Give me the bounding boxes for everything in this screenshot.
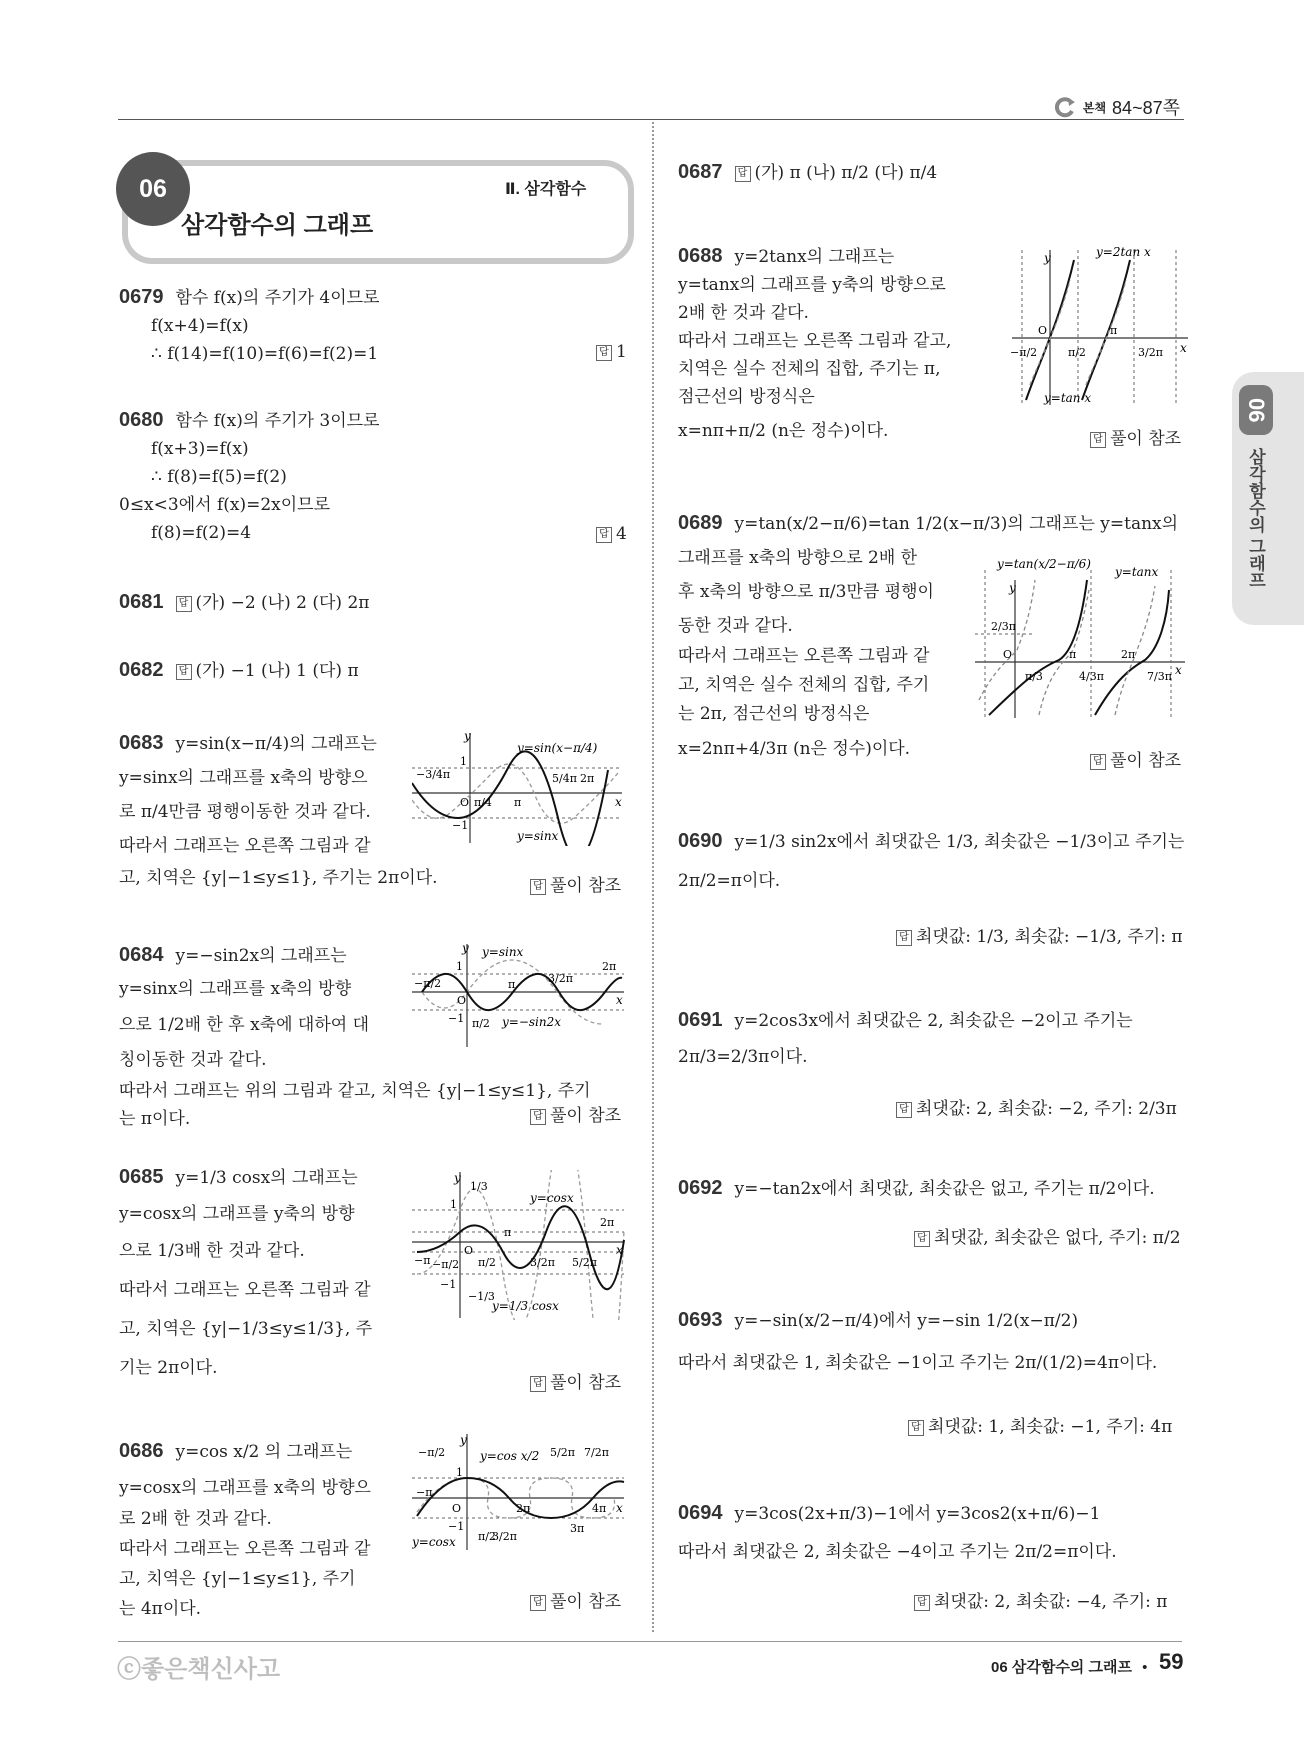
tick-label: π xyxy=(514,796,522,809)
problem-number: 0682 xyxy=(119,659,164,681)
curve xyxy=(412,751,608,846)
solution-line: 2π/3=2/3π이다. xyxy=(678,1047,808,1067)
tick-label: −1 xyxy=(448,1520,465,1533)
solution-line: 함수 f(x)의 주기가 3이므로 xyxy=(175,411,380,431)
answer-value: (가) π (나) π/2 (다) π/4 xyxy=(754,163,938,183)
solution-line: y=1/3 cosx의 그래프는 xyxy=(175,1168,358,1188)
solution-line: 따라서 그래프는 오른쪽 그림과 같 xyxy=(119,1539,371,1559)
answer-mark-icon: 답 xyxy=(596,527,612,543)
answer-mark-icon: 답 xyxy=(176,596,192,612)
tick-label: −π xyxy=(414,1254,431,1267)
answer-value: 최댓값, 최솟값은 없다, 주기: π/2 xyxy=(934,1228,1181,1248)
solution-line: x=2nπ+4/3π (n은 정수)이다. xyxy=(678,739,911,759)
solution-line: y=−sin2x의 그래프는 xyxy=(175,946,347,966)
footer-rule xyxy=(118,1641,1182,1642)
origin-label: O xyxy=(457,994,467,1007)
tick-label: 1 xyxy=(450,1198,457,1211)
problem-0683 xyxy=(119,726,438,893)
answer-mark-icon: 답 xyxy=(908,1420,924,1436)
curve xyxy=(417,1206,624,1289)
tick-label: −1/3 xyxy=(468,1290,495,1303)
tick-label: 2π xyxy=(516,1502,531,1515)
tick-label: π/2 xyxy=(478,1530,496,1543)
curve-label: y=sin(x−π/4) xyxy=(517,741,598,755)
answer-value: 1 xyxy=(616,342,627,362)
tick-label: 5/2π xyxy=(572,1256,597,1269)
answer-value: 풀이 참조 xyxy=(550,876,622,896)
solution-line: y=3cos(2x+π/3)−1에서 y=3cos2(x+π/6)−1 xyxy=(734,1504,1101,1524)
tick-label: 4/3π xyxy=(1079,670,1104,683)
tick-label: π xyxy=(508,978,516,991)
y-label: y xyxy=(454,1171,461,1185)
tick-label: 3π xyxy=(570,1522,585,1535)
problem-0682 xyxy=(119,656,359,685)
chapter-number-badge: 06 xyxy=(116,152,190,226)
x-label: x xyxy=(616,993,623,1007)
origin-label: O xyxy=(1003,648,1013,661)
solution-line: y=1/3 sin2x에서 최댓값은 1/3, 최솟값은 −1/3이고 주기는 xyxy=(734,832,1185,852)
curve-label: y=−sin2x xyxy=(502,1015,562,1029)
solution-line: 고, 치역은 {y|−1≤y≤1}, 주기 xyxy=(119,1569,356,1589)
x-label: x xyxy=(615,795,622,809)
tick-label: π xyxy=(504,1226,512,1239)
tick-label: −π/2 xyxy=(418,1446,446,1459)
problem-0681 xyxy=(119,588,369,617)
tick-label: −π/2 xyxy=(414,977,442,990)
solution-line: 고, 치역은 {y|−1≤y≤1}, 주기는 2π이다. xyxy=(119,868,438,888)
solution-line: x=nπ+π/2 (n은 정수)이다. xyxy=(678,421,889,441)
tick-label: π/3 xyxy=(1025,670,1043,683)
problem-number: 0687 xyxy=(678,161,723,183)
origin-label: O xyxy=(464,1244,474,1257)
answer-0694 xyxy=(914,1587,1167,1612)
y-label: y xyxy=(462,942,469,955)
problem-number: 0683 xyxy=(119,732,164,754)
answer-0686 xyxy=(530,1587,621,1612)
y-label: y xyxy=(464,729,471,743)
solution-line: y=2cos3x에서 최댓값은 2, 최솟값은 −2이고 주기는 xyxy=(734,1011,1133,1031)
answer-value: 풀이 참조 xyxy=(550,1592,622,1612)
tick-label: 7/3π xyxy=(1147,670,1172,683)
answer-mark-icon: 답 xyxy=(896,1102,912,1118)
graph-0686 xyxy=(412,1432,627,1552)
answer-mark-icon: 답 xyxy=(914,1231,930,1247)
problem-number: 0688 xyxy=(678,245,723,267)
base-curve-label: y=tan x xyxy=(1044,391,1092,405)
tick-label: −1 xyxy=(452,819,469,832)
solution-line: 따라서 그래프는 오른쪽 그림과 같 xyxy=(119,1280,371,1300)
problem-0694 xyxy=(678,1496,1117,1573)
answer-value: 최댓값: 1/3, 최솟값: −1/3, 주기: π xyxy=(916,927,1183,947)
solution-line: y=2tanx의 그래프는 xyxy=(734,247,895,267)
solution-line: 점근선의 방정식은 xyxy=(678,387,815,407)
tick-label: −1 xyxy=(440,1278,457,1291)
problem-0693 xyxy=(678,1303,1157,1388)
answer-mark-icon: 답 xyxy=(735,166,751,182)
problem-0680 xyxy=(119,406,379,547)
problem-number: 0689 xyxy=(678,512,723,534)
tick-label: 5/4π xyxy=(552,772,577,785)
solution-line: 2π/2=π이다. xyxy=(678,871,781,891)
problem-number: 0685 xyxy=(119,1166,164,1188)
base-curve-label: y=cosx xyxy=(412,1535,456,1549)
header-rule xyxy=(118,119,1184,120)
answer-0693 xyxy=(908,1412,1172,1437)
tick-label: 1 xyxy=(456,960,463,973)
tick-label: 4π xyxy=(592,1502,607,1515)
problem-0691 xyxy=(678,1004,1133,1077)
solution-line: 로 2배 한 것과 같다. xyxy=(119,1509,272,1529)
publisher-logo: ⓒ좋은책신사고 xyxy=(117,1656,281,1683)
side-tab-number: 06 xyxy=(1239,385,1273,435)
x-label: x xyxy=(1180,341,1187,355)
tick-label: 3/2π xyxy=(1138,346,1163,359)
solution-line: 따라서 그래프는 오른쪽 그림과 같 xyxy=(678,646,930,666)
tick-label: π/2 xyxy=(472,1017,490,1030)
problem-number: 0694 xyxy=(678,1502,723,1524)
chapter-title: 삼각함수의 그래프 xyxy=(181,212,374,239)
answer-value: (가) −2 (나) 2 (다) 2π xyxy=(195,593,370,613)
y-label: y xyxy=(1044,251,1051,265)
problem-number: 0681 xyxy=(119,591,164,613)
answer-0680 xyxy=(596,524,627,544)
solution-line: y=−tan2x에서 최댓값, 최솟값은 없고, 주기는 π/2이다. xyxy=(734,1179,1155,1199)
solution-line: 기는 2π이다. xyxy=(119,1358,218,1378)
answer-mark-icon: 답 xyxy=(530,1595,546,1611)
solution-line: f(x+3)=f(x) xyxy=(151,439,249,459)
tick-label: π xyxy=(1069,648,1077,661)
tick-label: −3/4π xyxy=(416,768,451,781)
solution-line: 0≤x<3에서 f(x)=2x이므로 xyxy=(119,495,331,515)
reference-label: 본책 xyxy=(1082,100,1107,115)
tick-label: 2π xyxy=(600,1216,615,1229)
curve-label: y=2tan x xyxy=(1096,245,1151,259)
solution-line: 으로 1/3배 한 것과 같다. xyxy=(119,1241,305,1261)
answer-value: 풀이 참조 xyxy=(1110,429,1182,449)
solution-line: 로 π/4만큼 평행이동한 것과 같다. xyxy=(119,802,371,822)
base-curve-label: y=sinx xyxy=(482,945,524,959)
answer-value: 최댓값: 2, 최솟값: −4, 주기: π xyxy=(934,1592,1168,1612)
answer-value: 풀이 참조 xyxy=(550,1373,622,1393)
problem-number: 0691 xyxy=(678,1009,723,1031)
footer-separator: • xyxy=(1142,1659,1148,1676)
tick-label: π/2 xyxy=(478,1256,496,1269)
solution-line: f(x+4)=f(x) xyxy=(151,316,249,336)
graph-0685 xyxy=(412,1170,627,1320)
answer-mark-icon: 답 xyxy=(896,930,912,946)
answer-0692 xyxy=(914,1223,1181,1248)
solution-line: 고, 치역은 실수 전체의 집합, 주기 xyxy=(678,675,930,695)
origin-label: O xyxy=(460,796,470,809)
base-curve xyxy=(417,1170,624,1320)
solution-line: 고, 치역은 {y|−1/3≤y≤1/3}, 주 xyxy=(119,1319,373,1339)
answer-mark-icon: 답 xyxy=(914,1595,930,1611)
reference-arrow-icon xyxy=(1055,96,1077,118)
footer-chapter-title: 06 삼각함수의 그래프 xyxy=(991,1659,1132,1676)
graph-0683 xyxy=(412,728,627,846)
tick-label: 3/2π xyxy=(530,1256,555,1269)
answer-mark-icon: 답 xyxy=(176,664,192,680)
solution-line: y=cosx의 그래프를 y축의 방향 xyxy=(119,1204,355,1224)
tick-label: 1 xyxy=(456,1466,463,1479)
x-label: x xyxy=(1175,663,1182,677)
answer-value: 최댓값: 2, 최솟값: −2, 주기: 2/3π xyxy=(916,1099,1177,1119)
origin-label: O xyxy=(1038,324,1048,337)
tick-label: −π xyxy=(416,1486,433,1499)
origin-label: O xyxy=(452,1502,462,1515)
solution-line: y=tan(x/2−π/6)=tan 1/2(x−π/3)의 그래프는 y=tanx의 xyxy=(734,514,1179,534)
answer-0690 xyxy=(896,922,1183,947)
page-number: 59 xyxy=(1159,1649,1184,1674)
answer-mark-icon: 답 xyxy=(596,345,612,361)
solution-line: y=sinx의 그래프를 x축의 방향 xyxy=(119,979,352,999)
base-curve-label: y=sinx xyxy=(517,829,559,843)
curve-label: y=cos x/2 xyxy=(480,1449,540,1463)
answer-value: 풀이 참조 xyxy=(1110,751,1182,771)
answer-0683 xyxy=(530,871,621,896)
base-curve-label: y=cosx xyxy=(530,1191,574,1205)
solution-line: 따라서 그래프는 오른쪽 그림과 같 xyxy=(119,836,371,856)
graph-0689 xyxy=(975,550,1187,720)
y-label: y xyxy=(460,1433,467,1447)
tick-label: 2π xyxy=(602,960,617,973)
problem-number: 0693 xyxy=(678,1309,723,1331)
problem-0685 xyxy=(119,1158,372,1387)
tick-label: 1 xyxy=(460,755,467,768)
solution-line: y=sin(x−π/4)의 그래프는 xyxy=(175,734,377,754)
problem-number: 0679 xyxy=(119,286,164,308)
answer-value: 풀이 참조 xyxy=(550,1106,622,1126)
solution-line: 그래프를 x축의 방향으로 2배 한 xyxy=(678,548,918,568)
solution-line: y=tanx의 그래프를 y축의 방향으로 xyxy=(678,275,946,295)
tick-label: −1 xyxy=(448,1012,465,1025)
problem-number: 0686 xyxy=(119,1440,164,1462)
solution-line: y=sinx의 그래프를 x축의 방향으 xyxy=(119,768,368,788)
solution-line: y=−sin(x/2−π/4)에서 y=−sin 1/2(x−π/2) xyxy=(734,1311,1079,1331)
answer-0688 xyxy=(1090,424,1181,449)
solution-line: 는 2π, 점근선의 방정식은 xyxy=(678,704,870,724)
problem-0686 xyxy=(119,1431,371,1624)
curve-label: y=tan(x/2−π/6) xyxy=(997,557,1091,571)
answer-0679 xyxy=(596,342,627,362)
solution-line: 는 4π이다. xyxy=(119,1599,202,1619)
side-tab-title: 삼각함수의 그래프 xyxy=(1246,448,1265,589)
answer-0685 xyxy=(530,1368,621,1393)
solution-line: 으로 1/2배 한 후 x축에 대하여 대 xyxy=(119,1015,370,1035)
tick-label: −π/2 xyxy=(432,1258,460,1271)
answer-value: (가) −1 (나) 1 (다) π xyxy=(195,661,359,681)
answer-mark-icon: 답 xyxy=(530,1109,546,1125)
solution-line: f(8)=f(2)=4 xyxy=(151,523,252,543)
tick-label: −π/2 xyxy=(1010,346,1038,359)
curve-label: y=1/3 cosx xyxy=(492,1299,559,1313)
solution-line: 2배 한 것과 같다. xyxy=(678,303,809,323)
problem-0692 xyxy=(678,1174,1155,1203)
column-divider xyxy=(652,122,654,1632)
reference-pages: 84~87쪽 xyxy=(1112,98,1180,118)
tick-label: 2/3π xyxy=(991,620,1016,633)
tick-label: π/4 xyxy=(474,796,492,809)
tick-label: 5/2π xyxy=(550,1446,575,1459)
tick-label: 2π xyxy=(580,772,595,785)
problem-0688 xyxy=(678,242,951,451)
answer-mark-icon: 답 xyxy=(1090,754,1106,770)
chapter-unit: Ⅱ. 삼각함수 xyxy=(505,181,587,198)
solution-line: 는 π이다. xyxy=(119,1109,191,1129)
answer-0684 xyxy=(530,1101,621,1126)
tick-label: π xyxy=(1110,324,1118,337)
answer-value: 4 xyxy=(616,524,627,544)
base-curve-label: y=tanx xyxy=(1115,565,1159,579)
problem-0679 xyxy=(119,283,379,368)
answer-mark-icon: 답 xyxy=(530,1376,546,1392)
problem-number: 0690 xyxy=(678,830,723,852)
solution-line: 따라서 최댓값은 2, 최솟값은 −4이고 주기는 2π/2=π이다. xyxy=(678,1542,1117,1562)
page-reference xyxy=(1055,94,1180,120)
tick-label: 2π xyxy=(1121,648,1136,661)
problem-number: 0680 xyxy=(119,409,164,431)
tick-label: 3/2π xyxy=(548,972,573,985)
solution-line: ∴ f(8)=f(5)=f(2) xyxy=(151,467,287,487)
solution-line: y=cosx의 그래프를 x축의 방향으 xyxy=(119,1478,371,1498)
solution-line: y=cos x/2 의 그래프는 xyxy=(175,1442,353,1462)
footer-chapter xyxy=(991,1656,1153,1677)
problem-number: 0684 xyxy=(119,944,164,966)
answer-0691 xyxy=(896,1094,1177,1119)
tick-label: 1/3 xyxy=(470,1180,488,1193)
answer-mark-icon: 답 xyxy=(1090,432,1106,448)
problem-number: 0692 xyxy=(678,1177,723,1199)
solution-line: ∴ f(14)=f(10)=f(6)=f(2)=1 xyxy=(151,344,379,364)
solution-line: 따라서 그래프는 오른쪽 그림과 같고, xyxy=(678,331,952,351)
x-label: x xyxy=(616,1501,623,1515)
graph-0684 xyxy=(412,942,627,1050)
solution-line: 따라서 그래프는 위의 그림과 같고, 치역은 {y|−1≤y≤1}, 주기 xyxy=(119,1081,591,1101)
solution-line: 동한 것과 같다. xyxy=(678,616,793,636)
solution-line: 따라서 최댓값은 1, 최솟값은 −1이고 주기는 2π/(1/2)=4π이다. xyxy=(678,1353,1158,1373)
tick-label: π/2 xyxy=(1068,346,1086,359)
answer-0689 xyxy=(1090,746,1181,771)
answer-mark-icon: 답 xyxy=(530,879,546,895)
curve xyxy=(1082,260,1130,400)
y-label: y xyxy=(1009,581,1016,595)
tick-label: 3/2π xyxy=(492,1530,517,1543)
x-label: x xyxy=(616,1243,623,1257)
solution-line: 후 x축의 방향으로 π/3만큼 평행이 xyxy=(678,582,934,602)
problem-0687 xyxy=(678,158,937,187)
tick-label: 7/2π xyxy=(584,1446,609,1459)
solution-line: 칭이동한 것과 같다. xyxy=(119,1050,267,1070)
graph-0688 xyxy=(1010,240,1190,408)
problem-0690 xyxy=(678,823,1184,902)
solution-line: 치역은 실수 전체의 집합, 주기는 π, xyxy=(678,359,941,379)
answer-value: 최댓값: 1, 최솟값: −1, 주기: 4π xyxy=(928,1417,1173,1437)
solution-line: 함수 f(x)의 주기가 4이므로 xyxy=(175,288,380,308)
